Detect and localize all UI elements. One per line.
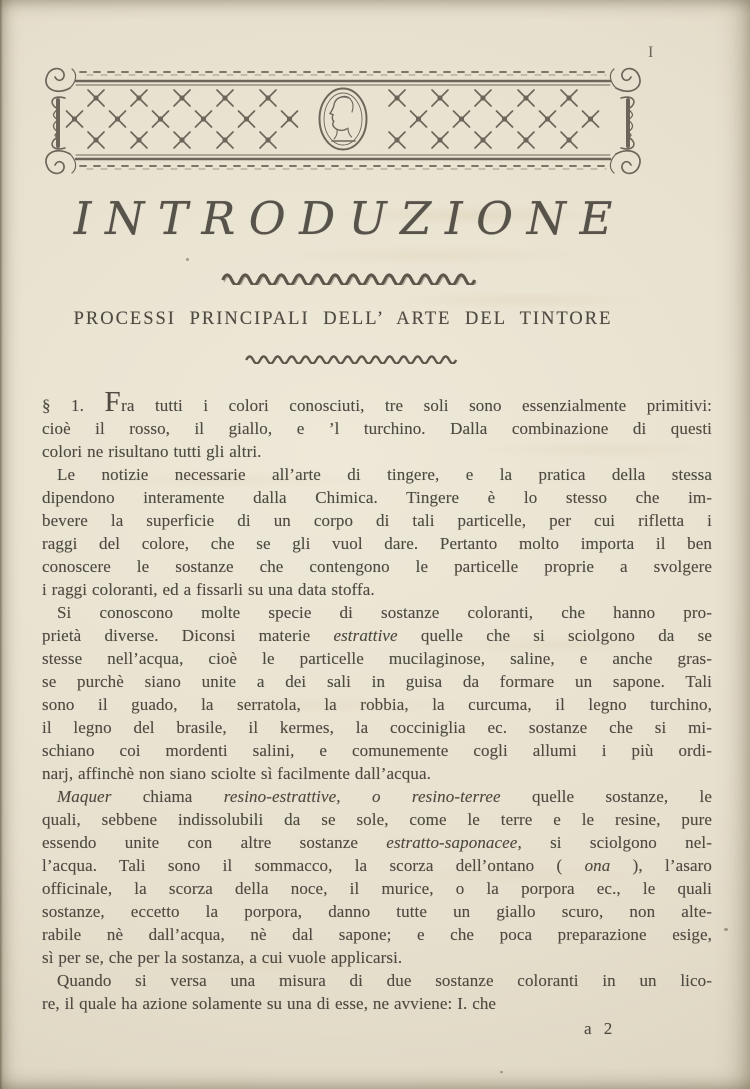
- squiggle-rule-icon: [221, 268, 487, 285]
- text-line: sostanze, eccetto la porpora, danno tutte un giallo scuro, non alte-: [42, 902, 712, 921]
- text-line: i raggi coloranti, ed a fissarli su una data stoffa.: [42, 580, 375, 599]
- text-line: rabile nè dall’acqua, nè dal sapone; e che poca preparazione esige,: [42, 925, 712, 944]
- ink-speck: [500, 1071, 503, 1073]
- paragraph: [42, 969, 712, 1015]
- text-line: Maquer chiama resino-estrattive, o resino-terree quelle sostanze, le: [57, 787, 712, 806]
- text-line: il legno del brasile, il kermes, la cocciniglia ec. sostanze che si mi-: [42, 718, 712, 737]
- chapter-subtitle: PROCESSI PRINCIPALI DELL’ ARTE DEL TINTORE: [73, 309, 613, 329]
- band-rules: [76, 72, 610, 169]
- signature-mark: a 2: [584, 1019, 613, 1038]
- text-line: officinale, la scorza della noce, il murice, o la porpora ec., le quali: [42, 879, 712, 898]
- corner-flourish-icon: [46, 69, 640, 174]
- text-line: colori ne risultano tutti gli altri.: [42, 442, 262, 461]
- text-line: quali, sebbene indissolubili da se sole, come le terre e le resine, pure: [42, 810, 712, 829]
- text-line: re, il quale ha azione solamente su una di esse, ne avviene: I. che: [42, 994, 497, 1013]
- paragraph: [42, 386, 713, 463]
- text-line: stesse nell’acqua, cioè le particelle mucilaginose, saline, e anche gras-: [42, 649, 712, 668]
- text-line: Le notizie necessarie all’arte di tingere, e la pratica della stessa: [57, 465, 712, 484]
- paragraph: [42, 463, 712, 601]
- text-line: bevere la superficie di un corpo di tali particelle, per cui rifletta i: [42, 511, 712, 530]
- text-line: cioè il rosso, il giallo, e ’l turchino. Dalla combinazione di questi: [42, 419, 712, 438]
- text-line: § 1. Fra tutti i colori conosciuti, tre soli sono essenzialmente primitivi:: [42, 386, 713, 418]
- paragraph: [42, 601, 712, 785]
- text-line: narj, affinchè non siano sciolte sì facilmente dall’acqua.: [42, 764, 431, 783]
- text-line: essendo unite con altre sostanze estratto-saponacee, si sciolgono nel-: [42, 833, 712, 852]
- text-line: Si conoscono molte specie di sostanze coloranti, che hanno pro-: [57, 603, 712, 622]
- squiggle-rule-icon: [244, 351, 462, 364]
- text-line: schiano coi mordenti salini, e comunemente cogli allumi i più ordi-: [42, 741, 712, 760]
- text-line: se purchè siano unite a dei sali in guisa da formare un sapone. Tali: [42, 672, 712, 691]
- text-line: Quando si versa una misura di due sostanze coloranti in un lico-: [57, 971, 712, 990]
- body-text: [42, 386, 713, 1015]
- text-line: raggi del colore, che se gli vuol dare. Pertanto molto importa il ben: [42, 534, 712, 553]
- text-line: l’acqua. Tali sono il sommacco, la scorza dell’ontano ( ona ), l’asaro: [42, 856, 712, 875]
- chapter-title: INTRODUZIONE: [73, 192, 626, 245]
- ornament-band-svg: [40, 66, 646, 176]
- paragraph: [42, 785, 712, 969]
- text-line: dipendono interamente dalla Chimica. Tingere è lo stesso che im-: [42, 488, 712, 507]
- ink-speck: [724, 928, 728, 931]
- text-line: conoscere le sostanze che contengono le particelle proprie a svolgere: [42, 557, 712, 576]
- text-line: sono il guado, la serratola, la robbia, la curcuma, il legno turchino,: [42, 695, 712, 714]
- ink-speck: [186, 258, 189, 261]
- header-ornament-band: [40, 66, 646, 176]
- text-line: sì per se, che per la sostanza, a cui vuole applicarsi.: [42, 948, 403, 967]
- text-line: prietà diverse. Diconsi materie estrattive quelle che si sciolgono da se: [42, 626, 712, 645]
- cameo-medallion-icon: [320, 89, 367, 150]
- page-number: I: [648, 44, 655, 61]
